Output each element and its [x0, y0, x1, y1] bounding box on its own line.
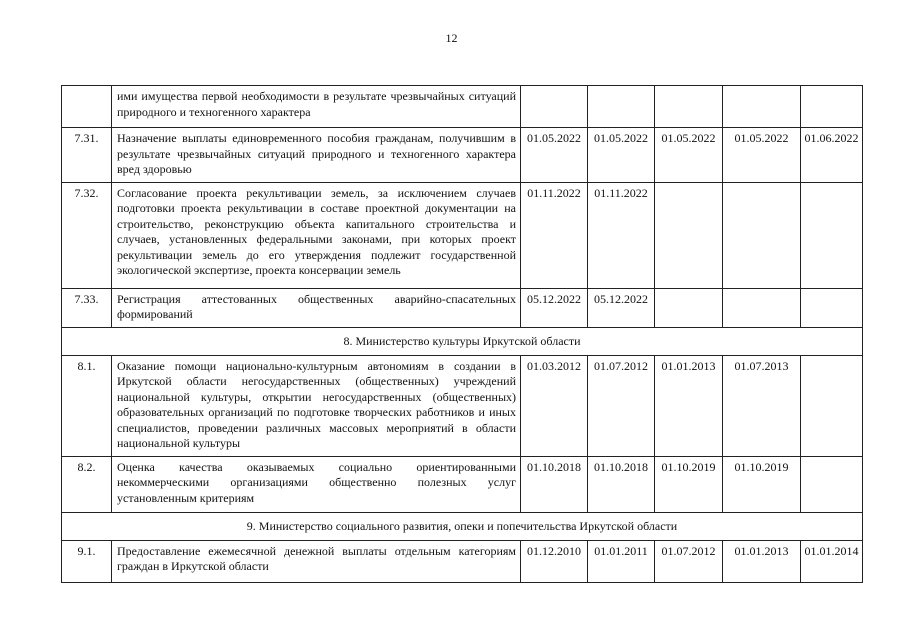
- stage-date-1: 01.11.2022: [521, 182, 588, 288]
- stage-date-5: [801, 456, 863, 512]
- service-description: Оказание помощи национально-культурным автономиям в создании в Иркутской области негосударственных (общественных) учреждений национальной культуры, открытии негосударственных (общественных) образовательных организаций по подготовке творческих работников и иных специалистов, проведении различных массовых мероприятий в области национальной культуры: [112, 355, 521, 456]
- item-number: 8.2.: [62, 456, 112, 512]
- section-header-row: [62, 327, 863, 355]
- table-row: [62, 355, 863, 456]
- item-number: 7.33.: [62, 288, 112, 327]
- stage-date-3: 01.07.2012: [655, 540, 723, 582]
- stage-date-2: 01.10.2018: [588, 456, 655, 512]
- stage-date-4: [723, 86, 801, 128]
- item-number: 8.1.: [62, 355, 112, 456]
- stage-date-5: 01.01.2014: [801, 540, 863, 582]
- stage-date-5: [801, 355, 863, 456]
- table-row: [62, 86, 863, 128]
- table-body: [62, 86, 863, 583]
- stage-date-5: [801, 182, 863, 288]
- stage-date-4: 01.07.2013: [723, 355, 801, 456]
- page-number: 12: [445, 31, 458, 45]
- item-number: 7.31.: [62, 128, 112, 183]
- service-description: Оценка качества оказываемых социально ориентированными некоммерческими организациями общественно полезных услуг установленным критериям: [112, 456, 521, 512]
- stage-date-4: 01.05.2022: [723, 128, 801, 183]
- item-number: 9.1.: [62, 540, 112, 582]
- stage-date-3: 01.10.2019: [655, 456, 723, 512]
- stage-date-1: 01.12.2010: [521, 540, 588, 582]
- stage-date-2: 05.12.2022: [588, 288, 655, 327]
- service-description: Регистрация аттестованных общественных аварийно-спасательных формирований: [112, 288, 521, 327]
- stage-date-5: [801, 288, 863, 327]
- stage-date-3: [655, 86, 723, 128]
- stage-date-3: 01.05.2022: [655, 128, 723, 183]
- stage-date-1: 01.10.2018: [521, 456, 588, 512]
- stage-date-3: [655, 288, 723, 327]
- service-description: Согласование проекта рекультивации земель, за исключением случаев подготовки проекта рекультивации в составе проектной документации на строительство, реконструкцию объекта капитального строительства и случаев, установленных федеральными законами, при которых проект рекультивации земель до его утверждения подлежит государственной экологической экспертизе, проекта консервации земель: [112, 182, 521, 288]
- services-table: [61, 85, 863, 583]
- stage-date-2: [588, 86, 655, 128]
- stage-date-2: 01.01.2011: [588, 540, 655, 582]
- item-number: [62, 86, 112, 128]
- stage-date-1: 05.12.2022: [521, 288, 588, 327]
- service-description: Предоставление ежемесячной денежной выплаты отдельным категориям граждан в Иркутской области: [112, 540, 521, 582]
- service-description: ими имущества первой необходимости в результате чрезвычайных ситуаций природного и техногенного характера: [112, 86, 521, 128]
- table-row: [62, 182, 863, 288]
- stage-date-4: 01.01.2013: [723, 540, 801, 582]
- stage-date-3: [655, 182, 723, 288]
- table-row: [62, 540, 863, 582]
- stage-date-1: 01.03.2012: [521, 355, 588, 456]
- stage-date-3: 01.01.2013: [655, 355, 723, 456]
- item-number: 7.32.: [62, 182, 112, 288]
- stage-date-4: [723, 182, 801, 288]
- table-row: [62, 128, 863, 183]
- stage-date-4: 01.10.2019: [723, 456, 801, 512]
- stage-date-5: 01.06.2022: [801, 128, 863, 183]
- stage-date-1: [521, 86, 588, 128]
- service-description: Назначение выплаты единовременного пособия гражданам, получившим в результате чрезвычайных ситуаций природного и техногенного характера вред здоровью: [112, 128, 521, 183]
- section-header-row: [62, 512, 863, 540]
- table-row: [62, 288, 863, 327]
- stage-date-4: [723, 288, 801, 327]
- stage-date-2: 01.11.2022: [588, 182, 655, 288]
- section-title: 9. Министерство социального развития, опеки и попечительства Иркутской области: [62, 512, 863, 540]
- stage-date-2: 01.07.2012: [588, 355, 655, 456]
- stage-date-2: 01.05.2022: [588, 128, 655, 183]
- section-title: 8. Министерство культуры Иркутской области: [62, 327, 863, 355]
- stage-date-1: 01.05.2022: [521, 128, 588, 183]
- table-row: [62, 456, 863, 512]
- stage-date-5: [801, 86, 863, 128]
